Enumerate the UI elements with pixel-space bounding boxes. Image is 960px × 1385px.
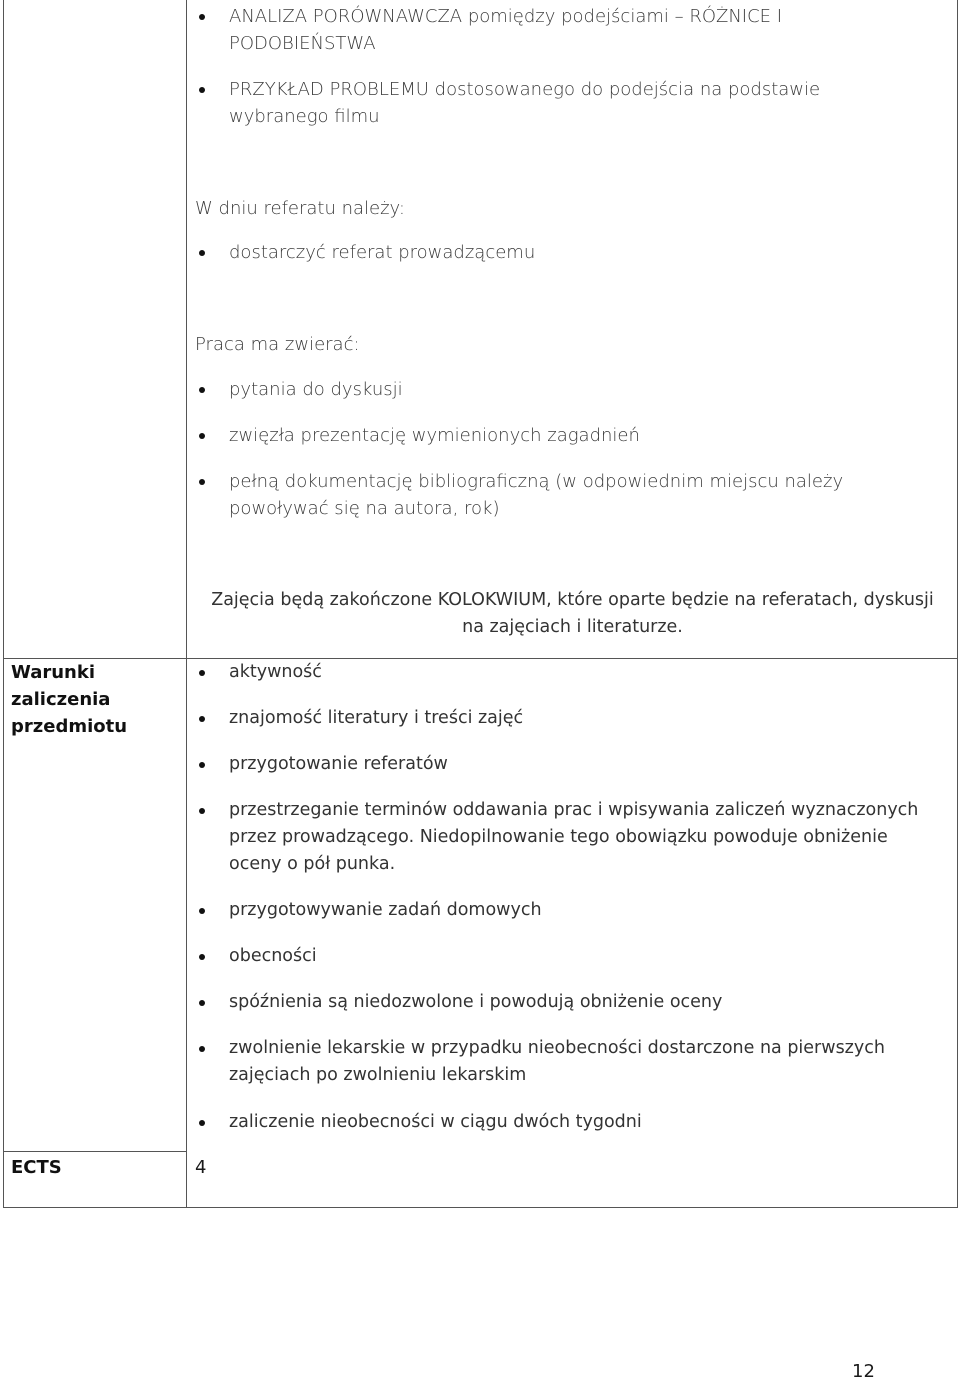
list-item: przygotowywanie zadań domowych (193, 897, 933, 924)
list-item: pełną dokumentację bibliograficzną (w odpowiednim miejscu należy powoływać się na autora, rok) (193, 468, 893, 522)
list-item: spóźnienia są niedozwolone i powodują obniżenie oceny (193, 989, 933, 1016)
list-item: aktywność (193, 659, 933, 686)
list-item: ANALIZA PORÓWNAWCZA pomiędzy podejściami – RÓŻNICE I PODOBIEŃSTWA (193, 3, 893, 57)
list-item: znajomość literatury i treści zajęć (193, 705, 933, 732)
ects-label: ECTS (11, 1157, 62, 1178)
warunki-label: Warunki zaliczenia przedmiotu (11, 662, 128, 737)
closing-note: Zajęcia będą zakończone KOLOKWIUM, które oparte będzie na referatach, dyskusji na zajęciach i literaturze. (211, 590, 934, 637)
list-item: zwolnienie lekarskie w przypadku nieobecności dostarczone na pierwszych zajęciach po zwolnieniu lekarskim (193, 1035, 933, 1089)
must-contain-heading: Praca ma zwierać: (195, 334, 360, 355)
table-border-left (3, 0, 4, 1208)
column-divider (186, 0, 187, 1208)
on-day-heading: W dniu referatu należy: (195, 198, 405, 219)
must-contain-list (193, 376, 893, 522)
row-divider-ects (3, 1151, 187, 1152)
list-item: zaliczenie nieobecności w ciągu dwóch tygodni (193, 1109, 933, 1136)
list-item: obecności (193, 943, 933, 970)
page-number: 12 (852, 1361, 875, 1382)
list-item: dostarczyć referat prowadzącemu (193, 239, 893, 266)
list-item: PRZYKŁAD PROBLEMU dostosowanego do podejścia na podstawie wybranego filmu (193, 76, 893, 130)
warunki-list (193, 659, 933, 1136)
list-item: pytania do dyskusji (193, 376, 893, 403)
on-day-list (193, 239, 893, 266)
list-item: przestrzeganie terminów oddawania prac i wpisywania zaliczeń wyznaczonych przez prowadzącego. Niedopilnowanie tego obowiązku powoduje obniżenie oceny o pół punka. (193, 797, 933, 878)
list-item: przygotowanie referatów (193, 751, 933, 778)
analysis-list (193, 3, 893, 130)
table-border-bottom (3, 1207, 958, 1208)
table-border-right (957, 0, 958, 1208)
ects-value: 4 (195, 1157, 207, 1178)
list-item: zwięzła prezentację wymienionych zagadnień (193, 422, 893, 449)
